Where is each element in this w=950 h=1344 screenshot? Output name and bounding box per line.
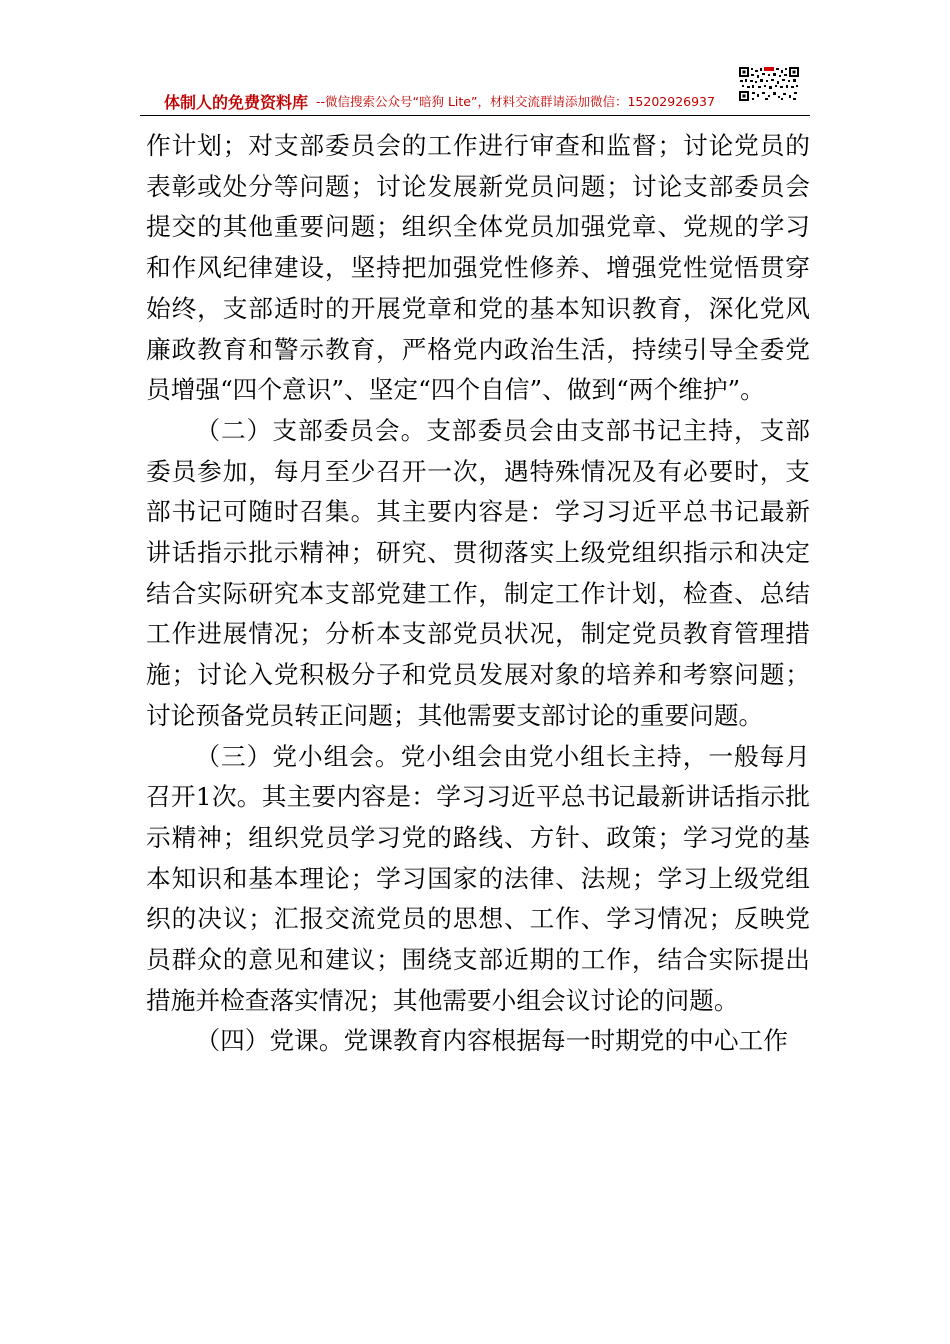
page-header — [140, 84, 810, 114]
header-title: 体制人的免费资料库 — [164, 93, 309, 112]
paragraph-1: 作计划；对支部委员会的工作进行审查和监督；讨论党员的表彰或处分等问题；讨论发展新党员问题；讨论支部委员会提交的其他重要问题；组织全体党员加强党章、党规的学习和作风纪律建设，坚持把加强党性修养、增强党性觉悟贯穿始终，支部适时的开展党章和党的基本知识教育，深化党风廉政教育和警示教育，严格党内政治生活，持续引导全委党员增强“四个意识”、坚定“四个自信”、做到“两个维护”。 — [146, 131, 810, 405]
paragraph-4: （四）党课。党课教育内容根据每一时期党的中心工作 — [195, 1026, 788, 1056]
paragraph-2: （二）支部委员会。支部委员会由支部书记主持，支部委员参加，每月至少召开一次，遇特殊情况及有必要时，支部书记可随时召集。其主要内容是：学习习近平总书记最新讲话指示批示精神；研究、贯彻落实上级党组织指示和决定结合实际研究本支部党建工作，制定工作计划，检查、总结工作进展情况；分析本支部党员状况，制定党员教育管理措施；讨论入党积极分子和党员发展对象的培养和考察问题；讨论预备党员转正问题；其他需要支部讨论的重要问题。 — [146, 415, 810, 730]
header-subtitle: --微信搜索公众号“暗狗 Lite”，材料交流群请添加微信：15202926937 — [316, 94, 715, 109]
header-divider — [140, 115, 810, 116]
qr-code-icon — [738, 66, 800, 102]
document-body — [146, 126, 810, 1062]
paragraph-3: （三）党小组会。党小组会由党小组长主持，一般每月召开1次。其主要内容是：学习习近平总书记最新讲话指示批示精神；组织党员学习党的路线、方针、政策；学习党的基本知识和基本理论；学习国家的法律、法规；学习上级党组织的决议；汇报交流党员的思想、工作、学习情况；反映党员群众的意见和建议；围绕支部近期的工作，结合实际提出措施并检查落实情况；其他需要小组会议讨论的问题。 — [146, 741, 810, 1015]
